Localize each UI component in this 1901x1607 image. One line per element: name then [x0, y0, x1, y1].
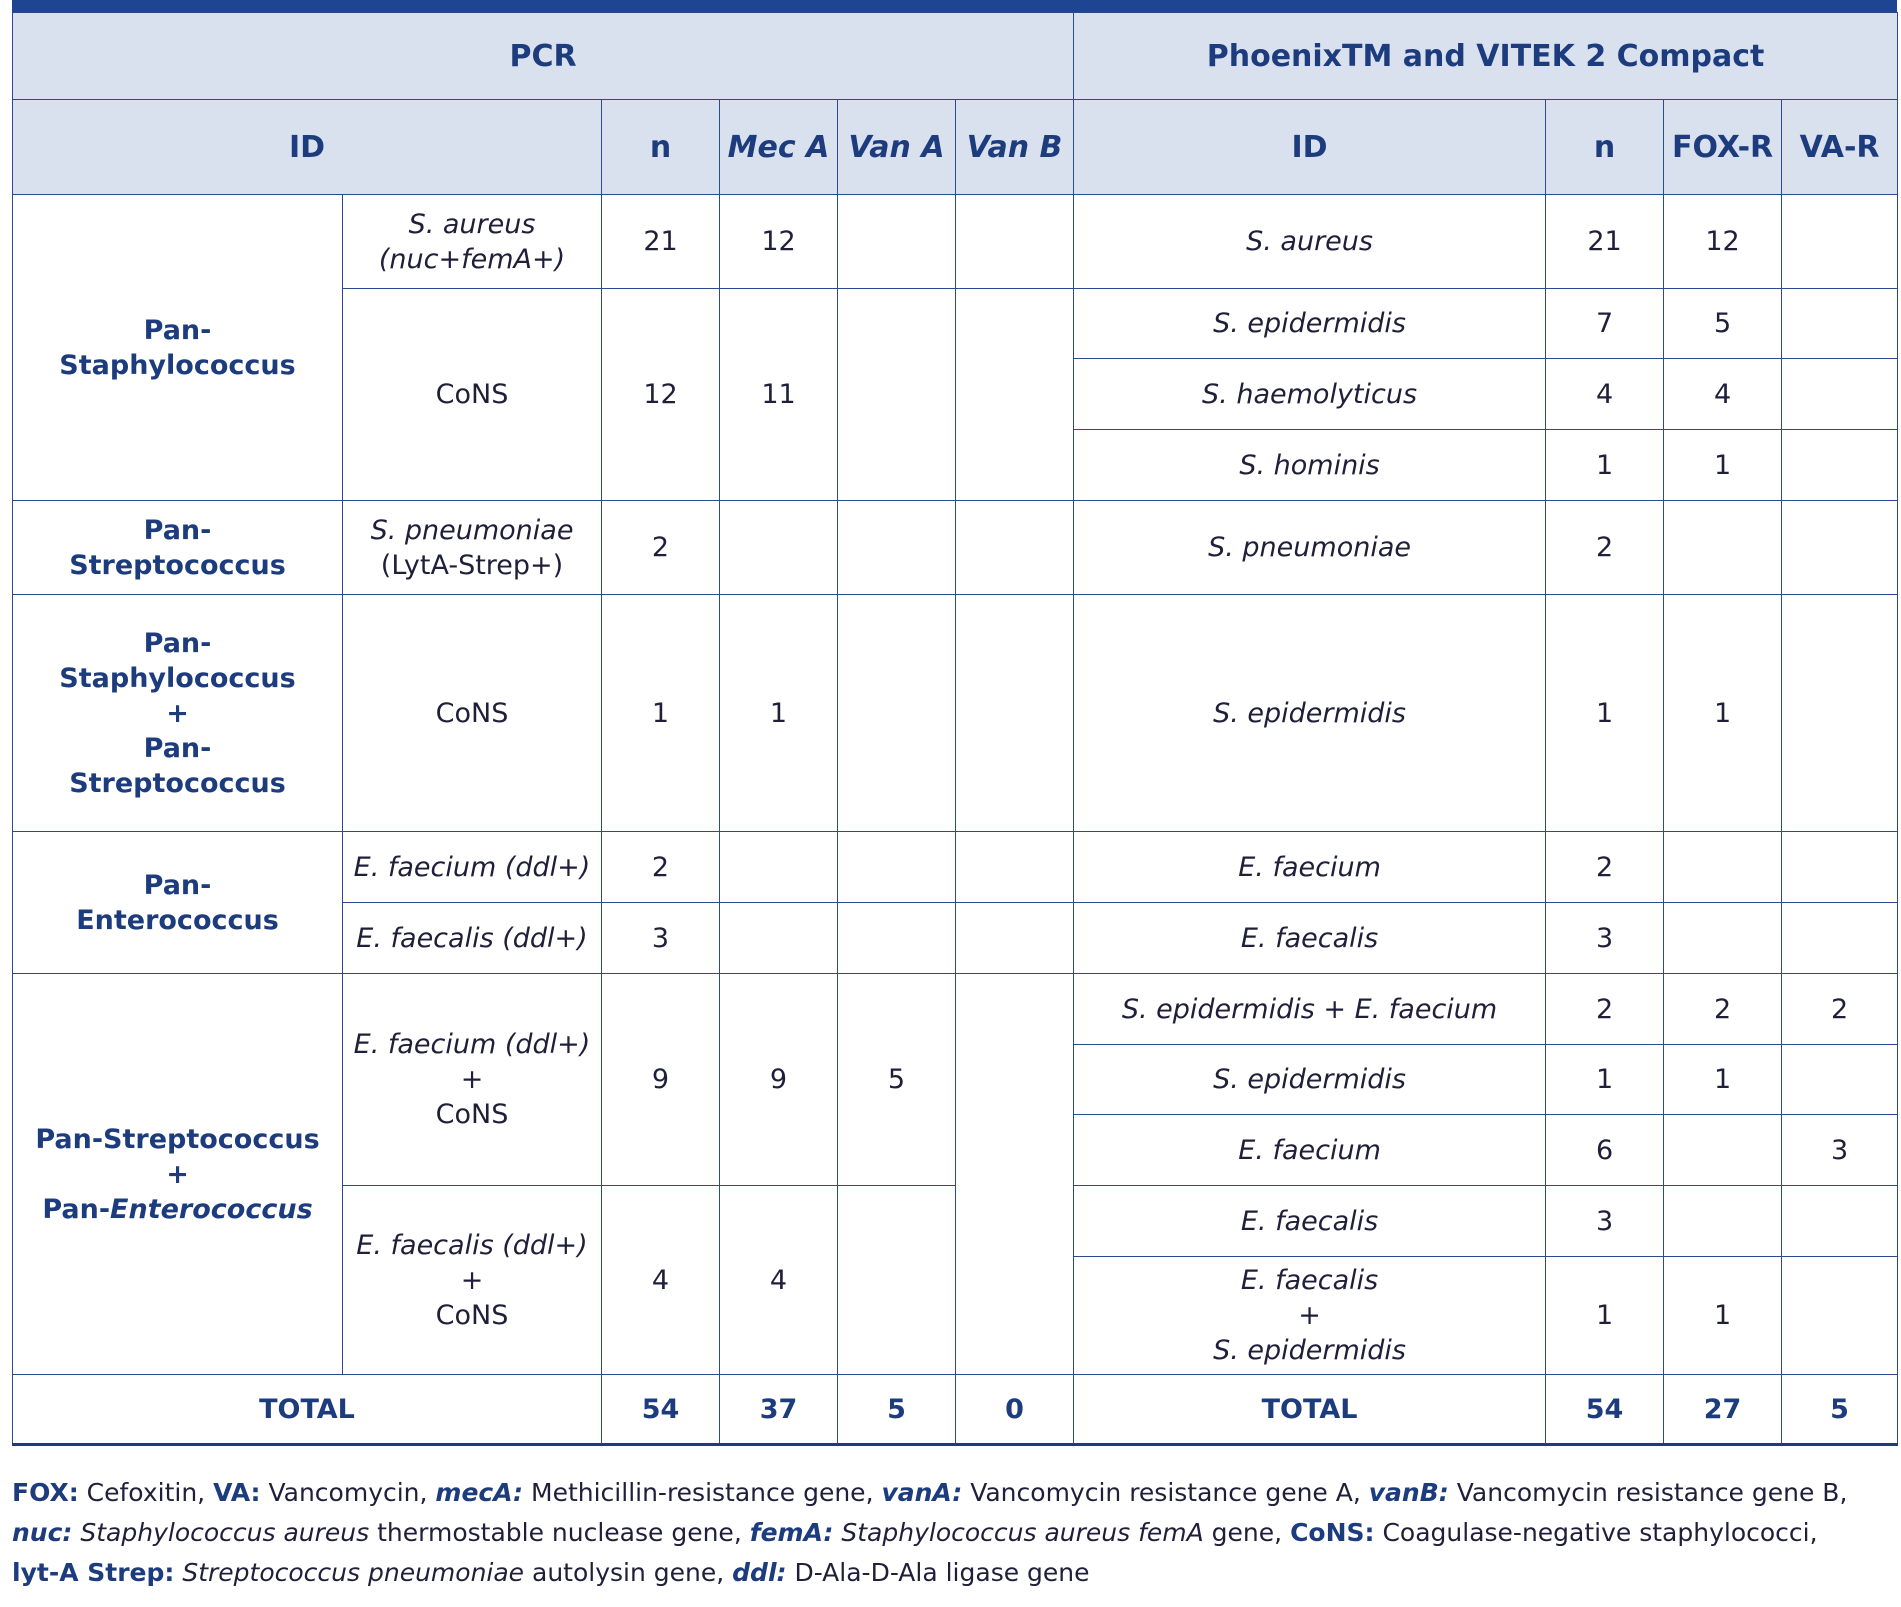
- group-pan-strep-entero: Pan-Streptococcus + Pan-Enterococcus: [13, 974, 343, 1375]
- pcr-vanb: [956, 832, 1074, 903]
- pcr-n: 3: [602, 903, 720, 974]
- pcr-vana: [838, 501, 956, 595]
- phoenix-id: S. epidermidis: [1074, 289, 1546, 359]
- pcr-meca: [720, 501, 838, 595]
- pcr-vana: [838, 1186, 956, 1375]
- header-meca: Mec A: [720, 100, 838, 195]
- phoenix-id: S. hominis: [1074, 430, 1546, 501]
- total-n-phoenix: 54: [1546, 1375, 1664, 1445]
- phoenix-id: S. epidermidis: [1074, 595, 1546, 832]
- pcr-meca: [720, 903, 838, 974]
- total-label: TOTAL: [13, 1375, 602, 1445]
- phoenix-id: E. faecalis + S. epidermidis: [1074, 1257, 1546, 1375]
- phoenix-fox: 12: [1664, 195, 1782, 289]
- total-row: [13, 1375, 1898, 1445]
- pcr-meca: 9: [720, 974, 838, 1186]
- total-vanb: 0: [956, 1375, 1074, 1445]
- phoenix-va: 2: [1782, 974, 1898, 1045]
- group-pan-staph-strep: Pan- Staphylococcus + Pan- Streptococcus: [13, 595, 343, 832]
- pcr-vanb: [956, 974, 1074, 1375]
- header-phoenix: PhoenixTM and VITEK 2 Compact: [1074, 13, 1898, 100]
- pcr-n: 2: [602, 501, 720, 595]
- phoenix-fox: 1: [1664, 1257, 1782, 1375]
- header-id: ID: [13, 100, 602, 195]
- phoenix-id: S. haemolyticus: [1074, 359, 1546, 430]
- group-pan-staphylococcus: Pan- Staphylococcus: [13, 195, 343, 501]
- phoenix-id: S. pneumoniae: [1074, 501, 1546, 595]
- phoenix-n: 6: [1546, 1115, 1664, 1186]
- phoenix-fox: 1: [1664, 595, 1782, 832]
- total-vana: 5: [838, 1375, 956, 1445]
- header-vana: Van A: [838, 100, 956, 195]
- pcr-meca: 11: [720, 289, 838, 501]
- pcr-n: 9: [602, 974, 720, 1186]
- pcr-n: 4: [602, 1186, 720, 1375]
- phoenix-fox: [1664, 903, 1782, 974]
- phoenix-id: E. faecium: [1074, 1115, 1546, 1186]
- total-meca: 37: [720, 1375, 838, 1445]
- pcr-meca: 4: [720, 1186, 838, 1375]
- phoenix-n: 3: [1546, 903, 1664, 974]
- phoenix-va: [1782, 832, 1898, 903]
- phoenix-n: 2: [1546, 974, 1664, 1045]
- phoenix-va: [1782, 430, 1898, 501]
- phoenix-va: [1782, 903, 1898, 974]
- pcr-id-mix2: E. faecalis (ddl+) + CoNS: [343, 1186, 602, 1375]
- phoenix-id: E. faecalis: [1074, 903, 1546, 974]
- header-fox-r: FOX-R: [1664, 100, 1782, 195]
- table-row: [13, 501, 1898, 595]
- top-accent-bar: [12, 0, 1897, 12]
- pcr-id-saureus: S. aureus (nuc+femA+): [343, 195, 602, 289]
- phoenix-id: E. faecium: [1074, 832, 1546, 903]
- pcr-vana: [838, 832, 956, 903]
- phoenix-fox: [1664, 501, 1782, 595]
- header-n: n: [602, 100, 720, 195]
- pcr-vana: [838, 289, 956, 501]
- pcr-vanb: [956, 903, 1074, 974]
- header-va-r: VA-R: [1782, 100, 1898, 195]
- table-row: [13, 595, 1898, 832]
- phoenix-fox: 1: [1664, 430, 1782, 501]
- phoenix-n: 1: [1546, 1257, 1664, 1375]
- phoenix-va: [1782, 195, 1898, 289]
- phoenix-id: S. epidermidis: [1074, 1045, 1546, 1115]
- table-row: [13, 195, 1898, 289]
- pcr-id-spneumoniae: S. pneumoniae (LytA-Strep+): [343, 501, 602, 595]
- phoenix-fox: 2: [1664, 974, 1782, 1045]
- pcr-vanb: [956, 195, 1074, 289]
- pcr-id-cons: CoNS: [343, 289, 602, 501]
- table-row: [13, 974, 1898, 1045]
- phoenix-n: 4: [1546, 359, 1664, 430]
- phoenix-fox: 4: [1664, 359, 1782, 430]
- pcr-vana: 5: [838, 974, 956, 1186]
- phoenix-n: 3: [1546, 1186, 1664, 1257]
- table-row: [13, 832, 1898, 903]
- header-pcr: PCR: [13, 13, 1074, 100]
- phoenix-n: 7: [1546, 289, 1664, 359]
- total-va: 5: [1782, 1375, 1898, 1445]
- phoenix-va: [1782, 359, 1898, 430]
- phoenix-fox: 1: [1664, 1045, 1782, 1115]
- pcr-n: 2: [602, 832, 720, 903]
- pcr-vana: [838, 595, 956, 832]
- group-pan-enterococcus: Pan- Enterococcus: [13, 832, 343, 974]
- phoenix-fox: [1664, 1186, 1782, 1257]
- pcr-n: 12: [602, 289, 720, 501]
- phoenix-n: 1: [1546, 595, 1664, 832]
- phoenix-n: 2: [1546, 832, 1664, 903]
- phoenix-id: E. faecalis: [1074, 1186, 1546, 1257]
- phoenix-va: [1782, 1045, 1898, 1115]
- group-pan-streptococcus: Pan- Streptococcus: [13, 501, 343, 595]
- header-vanb: Van B: [956, 100, 1074, 195]
- pcr-n: 21: [602, 195, 720, 289]
- phoenix-va: [1782, 1186, 1898, 1257]
- footnote: FOX: Cefoxitin, VA: Vancomycin, mecA: Methicillin-resistance gene, vanA: Vancomycin resistance gene A, vanB: Vancomycin resistance gene B, nuc: Staphylococcus aureus thermostable nuclease gene, femA: Staphylococcus aureus femA gene, CoNS: Coagulase-negative staphylococci, lyt-A Strep: Streptococcus pneumoniae autolysin gene, ddl: D-Ala-D-Ala ligase gene: [12, 1478, 1848, 1587]
- phoenix-va: [1782, 289, 1898, 359]
- pcr-n: 1: [602, 595, 720, 832]
- pcr-meca: [720, 832, 838, 903]
- total-fox: 27: [1664, 1375, 1782, 1445]
- phoenix-va: [1782, 595, 1898, 832]
- pcr-meca: 1: [720, 595, 838, 832]
- pcr-vanb: [956, 289, 1074, 501]
- total-n: 54: [602, 1375, 720, 1445]
- pcr-vanb: [956, 595, 1074, 832]
- phoenix-va: [1782, 501, 1898, 595]
- results-table-container: [12, 0, 1897, 1446]
- pcr-vana: [838, 195, 956, 289]
- phoenix-fox: [1664, 1115, 1782, 1186]
- phoenix-n: 1: [1546, 430, 1664, 501]
- pcr-id-efaecalis: E. faecalis (ddl+): [343, 903, 602, 974]
- pcr-vana: [838, 903, 956, 974]
- results-table: [12, 12, 1898, 1446]
- phoenix-id: S. aureus: [1074, 195, 1546, 289]
- phoenix-n: 2: [1546, 501, 1664, 595]
- total-label-phoenix: TOTAL: [1074, 1375, 1546, 1445]
- phoenix-va: [1782, 1257, 1898, 1375]
- pcr-id-efaecium: E. faecium (ddl+): [343, 832, 602, 903]
- header-id-phoenix: ID: [1074, 100, 1546, 195]
- phoenix-id: S. epidermidis + E. faecium: [1074, 974, 1546, 1045]
- phoenix-n: 21: [1546, 195, 1664, 289]
- pcr-meca: 12: [720, 195, 838, 289]
- pcr-id-mix1: E. faecium (ddl+) + CoNS: [343, 974, 602, 1186]
- header-n-phoenix: n: [1546, 100, 1664, 195]
- phoenix-n: 1: [1546, 1045, 1664, 1115]
- pcr-vanb: [956, 501, 1074, 595]
- pcr-id-cons: CoNS: [343, 595, 602, 832]
- phoenix-va: 3: [1782, 1115, 1898, 1186]
- phoenix-fox: 5: [1664, 289, 1782, 359]
- phoenix-fox: [1664, 832, 1782, 903]
